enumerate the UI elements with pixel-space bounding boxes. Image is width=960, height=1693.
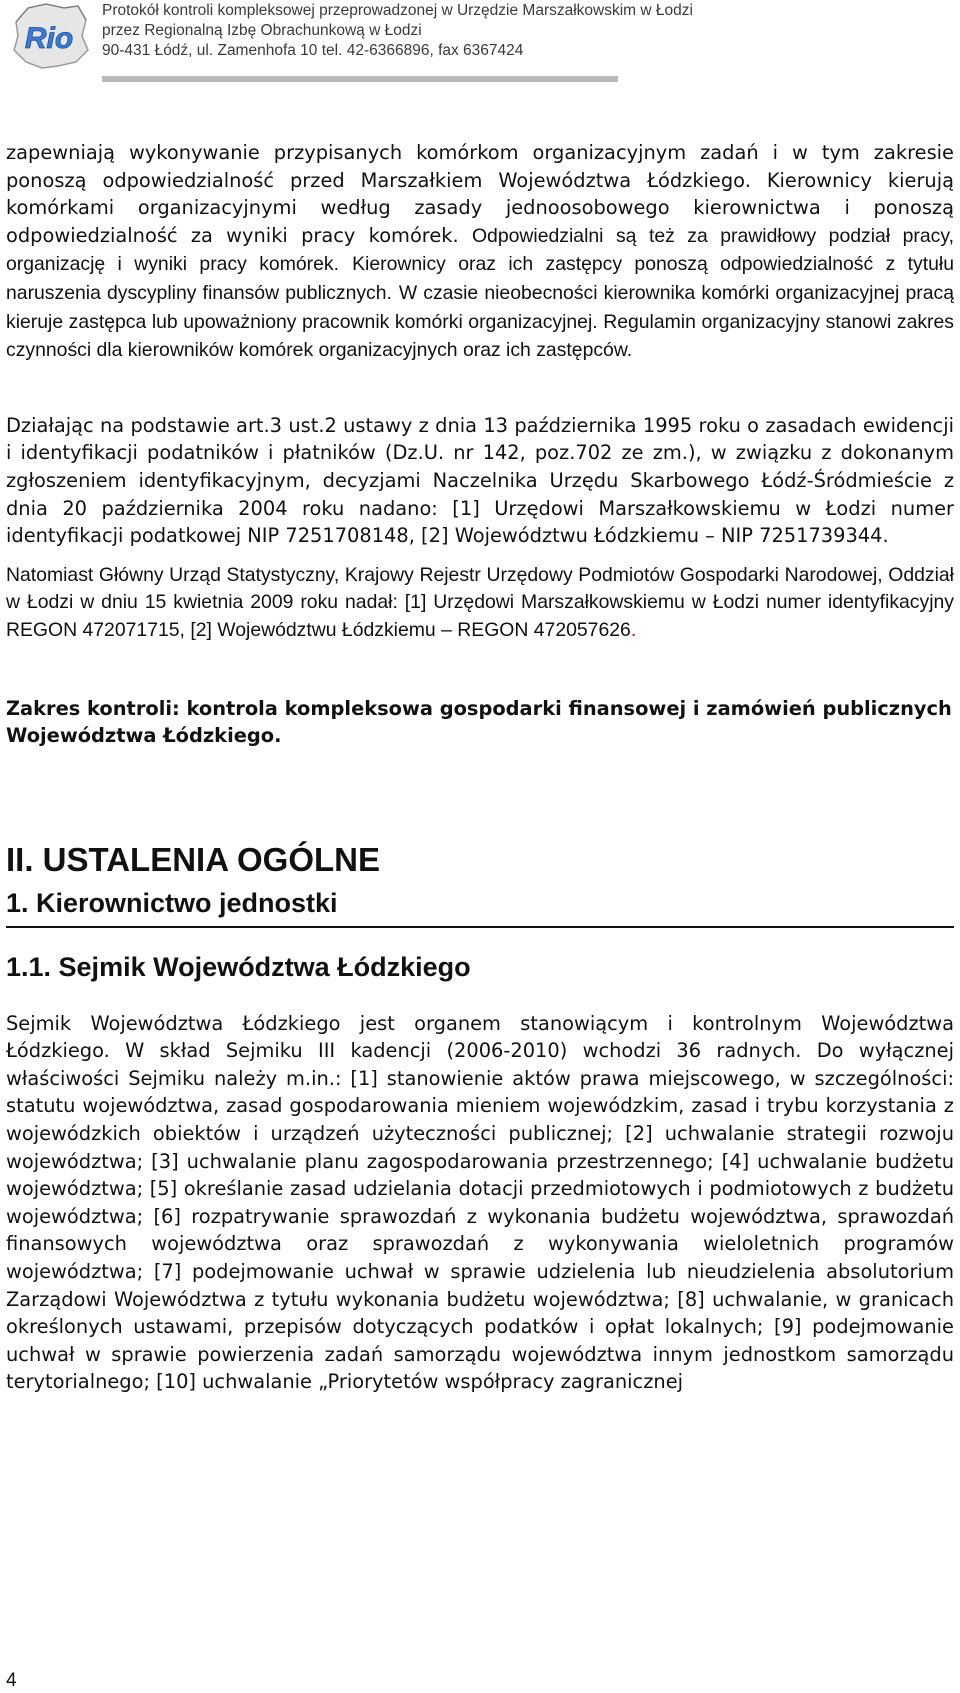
header-line-3: 90-431 Łódź, ul. Zamenhofa 10 tel. 42-6366896, fax 6367424 [102,42,524,59]
header-rule [102,76,618,82]
paragraph-regon-text: Natomiast Główny Urząd Statystyczny, Krajowy Rejestr Urzędowy Podmiotów Gospodarki Narodowej, Oddział w Łodzi w dniu 15 kwietnia 2009 roku nadał: [1] Urzędowi Marszałkowskiemu w Łodzi numer identyfikacyjny REGON 472071715, [2] Województwu Łódzkiemu – REGON 472057626 [6,563,954,641]
paragraph-1d: Kierownicy oraz ich zastępcy ponoszą odpowiedzialność z tytułu naruszenia dyscypliny finansów publicznych. [6,253,954,304]
header-line-2: przez Regionalną Izbę Obrachunkową w Łodzi [102,22,422,39]
logo-text: Rio [24,22,74,55]
page-header [0,0,960,90]
subsection-heading: 1. Kierownictwo jednostki [6,887,338,918]
paragraph-1b: Kierownicy kierują komórkami organizacyjnymi według zasady jednoosobowego kierownictwa i ponoszą odpowiedzialność za wyniki pracy komórek. [6,168,954,247]
paragraph-responsibilities [6,139,954,365]
paragraph-nip: Działając na podstawie art.3 ust.2 ustawy z dnia 13 października 1995 roku o zasadach ewidencji i identyfikacji podatników i płatników (Dz.U. nr 142, poz.702 ze zm.), w związku z dokonanym zgłoszeniem identyfikacyjnym, decyzjami Naczelnika Urzędu Skarbowego Łódź-Śródmieście z dnia 20 października 2004 roku nadano: [1] Urzędowi Marszałkowskiemu w Łodzi numer identyfikacji podatkowej NIP 7251708148, [2] Województwu Łódzkiemu – NIP 7251739344. [6,413,954,548]
scope-of-control: Zakres kontroli: kontrola kompleksowa gospodarki finansowej i zamówień publicznych Województwa Łódzkiego. [6,696,952,748]
section-heading: II. USTALENIA OGÓLNE [6,840,381,878]
header-line-1: Protokół kontroli kompleksowej przeprowadzonej w Urzędzie Marszałkowskim w Łodzi [102,2,693,19]
paragraph-regon [6,562,954,645]
header-text [102,1,693,61]
paragraph-1e: W czasie nieobecności kierownika komórki organizacyjnej pracą kieruje zastępca lub upoważniony pracownik komórki organizacyjnej. Regulamin organizacyjny stanowi zakres czynności dla kierowników komórek organizacyjnych oraz ich zastępców. [6,281,954,362]
paragraph-sejmik: Sejmik Województwa Łódzkiego jest organem stanowiącym i kontrolnym Województwa Łódzkiego. W skład Sejmiku III kadencji (2006-2010) wchodzi 36 radnych. Do wyłącznej właściwości Sejmiku należy m.in.: [1] stanowienie aktów prawa miejscowego, w szczególności: statutu województwa, zasad gospodarowania mieniem wojewódzkim, zasad i trybu korzystania z wojewódzkich obiektów i urządzeń użyteczności publicznej; [2] uchwalanie strategii rozwoju województwa; [3] uchwalanie planu zagospodarowania przestrzennego; [4] uchwalanie budżetu województwa; [5] określanie zasad udzielania dotacji przedmiotowych i podmiotowych z budżetu województwa; [6] rozpatrywanie sprawozdań z wykonania budżetu województwa, sprawozdań finansowych województwa oraz sprawozdań z wykonywania wieloletnich programów województwa; [7] podejmowanie uchwał w sprawie udzielenia lub nieudzielenia absolutorium Zarządowi Województwa z tytułu wykonania budżetu województwa; [8] uchwalanie, w granicach określonych ustawami, przepisów dotyczących podatków i opłat lokalnych; [9] podejmowanie uchwał w sprawie powierzenia zadań samorządu województwa innym jednostkom samorządu terytorialnego; [10] uchwalanie „Priorytetów współpracy zagranicznej [6,1011,954,1394]
document-body [6,139,954,1396]
rio-logo-icon [8,2,90,70]
paragraph-regon-end: . [630,618,637,641]
subsubsection-heading: 1.1. Sejmik Województwa Łódzkiego [6,951,471,982]
page-number: 4 [6,1670,17,1691]
paragraph-1a: zapewniają wykonywanie przypisanych komórkom organizacyjnym zadań i w tym zakresie ponoszą odpowiedzialność przed Marszałkiem Województwa Łódzkiego. [6,141,954,192]
paragraph-1c: Odpowiedzialni są też za prawidłowy podział pracy, organizację i wyniki pracy komórek. [6,224,954,276]
